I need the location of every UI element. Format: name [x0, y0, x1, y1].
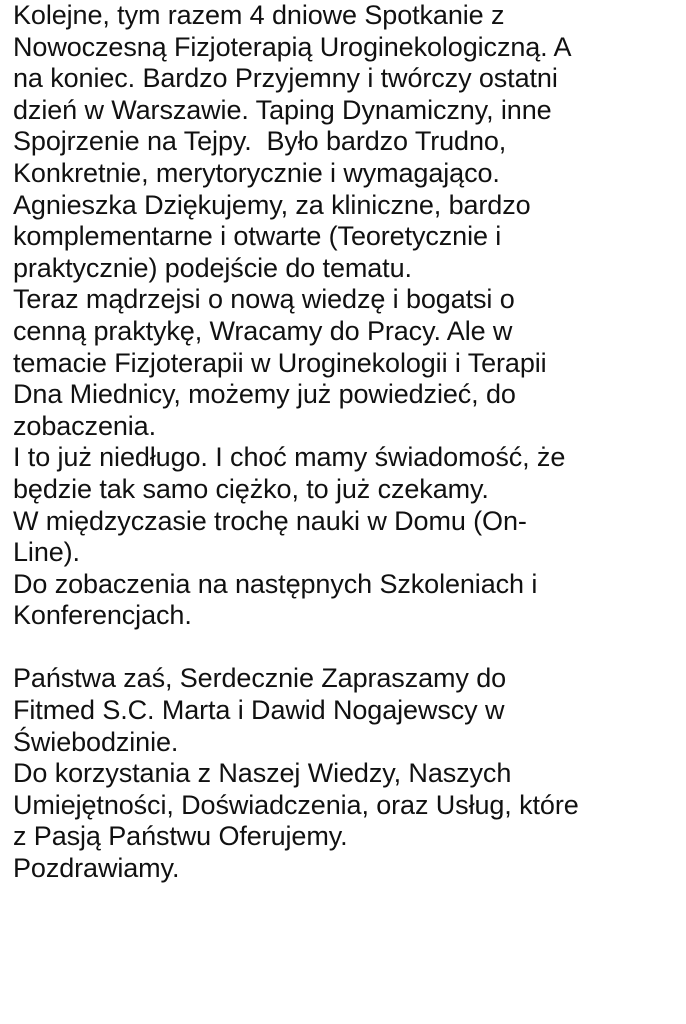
text-line: Umiejętności, Doświadczenia, oraz Usług, które [13, 789, 579, 820]
text-line: Fitmed S.C. Marta i Dawid Nogajewscy w [13, 695, 505, 726]
text-line: zobaczenia. [13, 410, 156, 441]
text-line: Świebodzinie. [13, 726, 179, 757]
text-line: cenną praktykę, Wracamy do Pracy. Ale w [13, 315, 513, 346]
text-line: Pozdrawiamy. [13, 853, 180, 884]
text-line: temacie Fizjoterapii w Uroginekologii i Terapii [13, 347, 547, 378]
text-line: Konferencjach. [13, 600, 192, 631]
text-line: Teraz mądrzejsi o nową wiedzę i bogatsi o [13, 284, 515, 315]
text-line: na koniec. Bardzo Przyjemny i twórczy ostatni [13, 63, 558, 94]
text-line: Państwa zaś, Serdecznie Zapraszamy do [13, 663, 507, 694]
text-line: Spojrzenie na Tejpy. Było bardzo Trudno, [13, 126, 507, 157]
text-line: praktycznie) podejście do tematu. [13, 252, 412, 283]
text-line: W międzyczasie trochę nauki w Domu (On- [13, 505, 527, 536]
paragraph-1 [13, 0, 676, 632]
text-line: Agnieszka Dziękujemy, za kliniczne, bardzo [13, 189, 531, 220]
text-line: Do zobaczenia na następnych Szkoleniach i [13, 568, 538, 599]
text-line: z Pasją Państwu Oferujemy. [13, 821, 348, 852]
text-line: Do korzystania z Naszej Wiedzy, Naszych [13, 758, 512, 789]
text-line: Kolejne, tym razem 4 dniowe Spotkanie z [13, 0, 505, 30]
paragraph-2 [13, 663, 676, 884]
text-line: Konkretnie, merytorycznie i wymagająco. [13, 157, 500, 188]
text-line: I to już niedługo. I choć mamy świadomość, że [13, 442, 566, 473]
text-line: Nowoczesną Fizjoterapią Uroginekologiczną. A [13, 31, 572, 62]
text-line: będzie tak samo ciężko, to już czekamy. [13, 473, 489, 504]
text-line: Dna Miednicy, możemy już powiedzieć, do [13, 379, 516, 410]
text-line: Line). [13, 537, 80, 568]
text-line: dzień w Warszawie. Taping Dynamiczny, inne [13, 94, 552, 125]
paragraph-spacer [13, 632, 676, 664]
text-line: komplementarne i otwarte (Teoretycznie i [13, 221, 502, 252]
